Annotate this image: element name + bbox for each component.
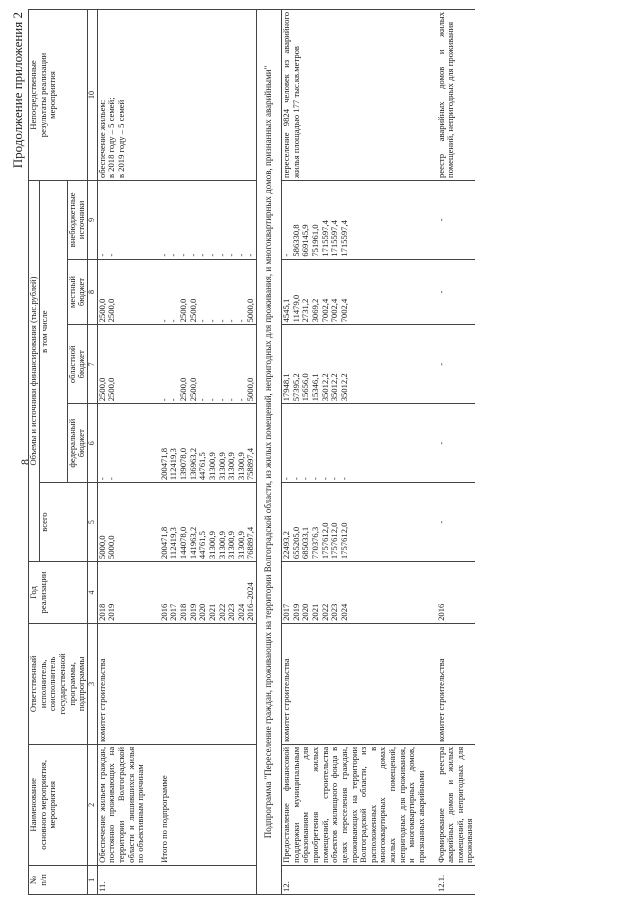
row-name: Обеспечение жильем граждан, постоянно проживающих на территории Волгоградской области и лишившихся жилья по объективным причинам [97, 744, 146, 865]
header-funding: Объемы и источники финансирования (тыс.рублей) [29, 181, 40, 562]
header-federal: федеральный бюджет [67, 404, 87, 483]
row-total: - [427, 483, 476, 562]
col-number: 5 [87, 483, 97, 562]
subtotal-local: - - 2500,0 2500,0 - - - - - 5000,0 [146, 259, 257, 325]
header-num: № п/п [29, 865, 88, 894]
table-row [97, 10, 146, 895]
row-federal: - [427, 404, 476, 483]
row-number: 11. [97, 865, 146, 894]
header-executor: Ответственный исполнитель, соисполнитель государственной программы, подпрограммы [29, 623, 88, 744]
row-local: 2500,0 2500,0 [97, 259, 146, 325]
program-table [28, 9, 475, 895]
row-total: 22493,2 655205,0 685033,1 770376,3 1757612,0 1757612,0 1757612,0 [282, 483, 427, 562]
header-regional: областной бюджет [67, 325, 87, 404]
row-results: реестр аварийных домов и жилых помещений, непригодных для проживания [427, 10, 476, 181]
row-local: 4545,1 11479,0 2731,2 3069,2 7002,4 7002,4 7002,4 [282, 259, 427, 325]
row-name: Предоставление финансовой поддержки муниципальным образованиям для приобретения жилых помещений, строительства объектов жилищного фонда в целях переселения граждан, проживающих на территории Волгоградской области, из расположенных в многоквартирных домах жилых помещений, непригодных для проживания, и многоквартирных домов, признанных аварийными [282, 744, 427, 865]
row-executor: комитет строительства [97, 623, 146, 744]
row-executor: комитет строительства [427, 623, 476, 744]
row-years: 2016 [427, 562, 476, 624]
subprogram-row [257, 10, 282, 895]
header-name: Наименование основного мероприятия, мероприятия [29, 744, 88, 865]
row-regional: - [427, 325, 476, 404]
subtotal-regional: - - 2500,0 2500,0 - - - - - 5000,0 [146, 325, 257, 404]
row-federal: - - - - - - - [282, 404, 427, 483]
row-total: 5000,0 5000,0 [97, 483, 146, 562]
row-name: Формирование реестра аварийных домов и жилых помещений, непригодных для проживания [427, 744, 476, 865]
header-including: в том числе [39, 181, 67, 483]
col-number: 3 [87, 623, 97, 744]
row-extra: - 586330,8 669145,9 751961,0 1715597,4 1715597,4 1715597,4 [282, 181, 427, 260]
col-number: 7 [87, 325, 97, 404]
page-number: 8 [18, 459, 32, 465]
col-number: 4 [87, 562, 97, 624]
header-total: всего [39, 483, 87, 562]
row-number: 12. [282, 865, 427, 894]
column-numbers [87, 10, 97, 895]
table-row [282, 10, 427, 895]
col-number: 1 [87, 865, 97, 894]
row-regional: 17948,1 57395,2 15656,0 15346,1 35012,2 35012,2 35012,2 [282, 325, 427, 404]
subtotal-total: 200471,8 112419,3 144078,0 141963,2 44761,5 31300,9 31300,9 31300,9 31300,9 768897,4 [146, 483, 257, 562]
row-results: обеспечение жильем: в 2018 году – 5 семей; в 2019 году – 5 семей [97, 10, 146, 181]
row-executor: комитет строительства [282, 623, 427, 744]
header-local: местный бюджет [67, 259, 87, 325]
row-results: переселение 9824 человек из аварийного жилья площадью 177 тыс.кв.метров [282, 10, 427, 181]
row-extra: - [427, 181, 476, 260]
row-number: 12.1. [427, 865, 476, 894]
row-extra: - - [97, 181, 146, 260]
subtotal-label: Итого по подпрограмме [146, 744, 257, 865]
subtotal-extra: - - - - - - - - - - [146, 181, 257, 260]
header-year: Год реализации [29, 562, 88, 624]
row-years: 2017 2019 2020 2021 2022 2023 2024 [282, 562, 427, 624]
table-row [427, 10, 476, 895]
col-number: 8 [87, 259, 97, 325]
header-results: Непосредственные результаты реализации мероприятия [29, 10, 88, 181]
row-federal: - - [97, 404, 146, 483]
subtotal-years: 2016 2017 2018 2019 2020 2021 2022 2023 2024 2016–2024 [146, 562, 257, 624]
header-extra: внебюджетные источники [67, 181, 87, 260]
row-years: 2018 2019 [97, 562, 146, 624]
subprogram-title: Подпрограмма "Переселение граждан, проживающих на территории Волгоградской области, из жилых помещений, непригодных для проживания, и многоквартирных домов, признанных аварийными" [257, 10, 282, 895]
col-number: 9 [87, 181, 97, 260]
appendix-label: Продолжение приложения 2 [10, 12, 25, 169]
subtotal-row [146, 10, 257, 895]
subtotal-federal: 200471,8 112419,3 139078,0 136963,2 44761,5 31300,9 31300,9 31300,9 31300,9 758897,4 [146, 404, 257, 483]
col-number: 6 [87, 404, 97, 483]
row-regional: 2500,0 2500,0 [97, 325, 146, 404]
col-number: 2 [87, 744, 97, 865]
col-number: 10 [87, 10, 97, 181]
row-local: - [427, 259, 476, 325]
